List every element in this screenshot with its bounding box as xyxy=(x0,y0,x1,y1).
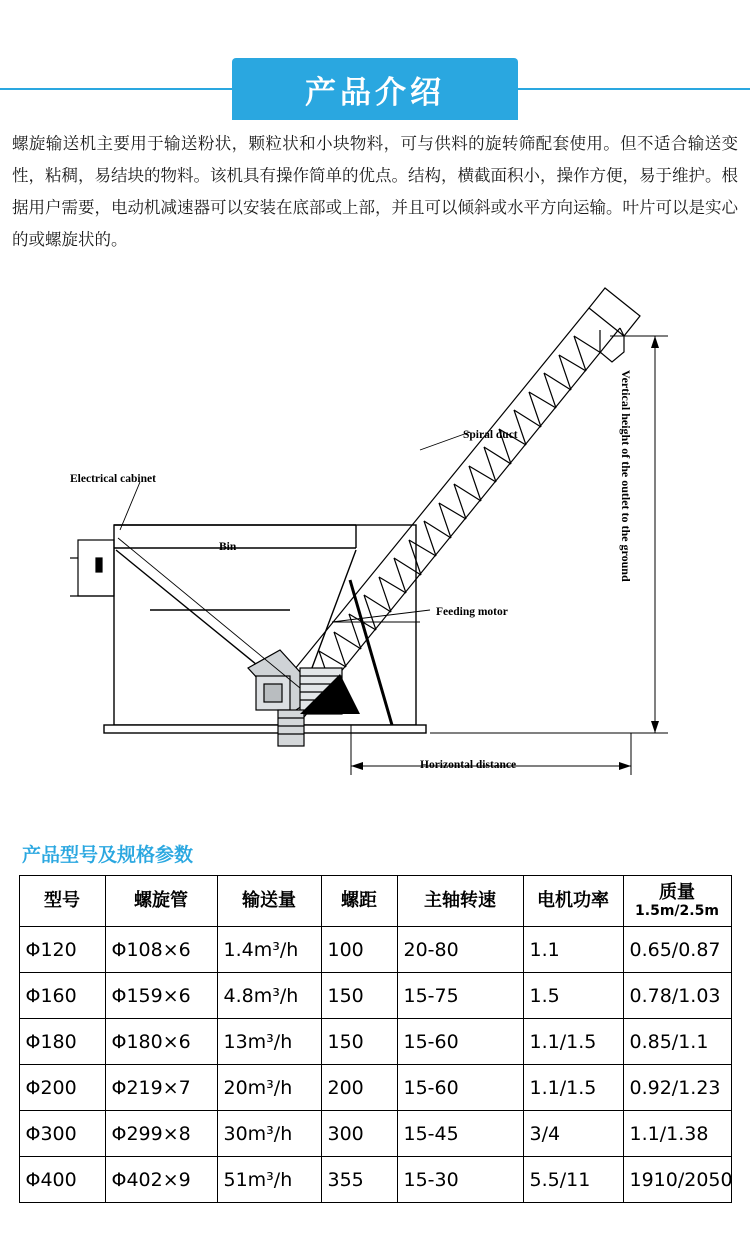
label-bin: Bin xyxy=(219,541,237,553)
cell-spiral-tube: Φ299×8 xyxy=(105,1111,217,1157)
cell-weight: 1910/2050 xyxy=(623,1157,731,1203)
cell-weight: 0.92/1.23 xyxy=(623,1065,731,1111)
cell-spiral-tube: Φ108×6 xyxy=(105,927,217,973)
product-diagram xyxy=(0,270,750,830)
diagram-svg xyxy=(0,270,750,830)
page-header xyxy=(0,0,750,128)
table-row xyxy=(19,1019,731,1065)
cell-pitch: 300 xyxy=(321,1111,397,1157)
cell-pitch: 150 xyxy=(321,1019,397,1065)
cell-capacity: 30m³/h xyxy=(217,1111,321,1157)
cell-capacity: 13m³/h xyxy=(217,1019,321,1065)
spec-table-body xyxy=(19,927,731,1203)
cell-model: Φ200 xyxy=(19,1065,105,1111)
table-row xyxy=(19,1157,731,1203)
cell-pitch: 100 xyxy=(321,927,397,973)
cell-model: Φ400 xyxy=(19,1157,105,1203)
label-electrical-cabinet: Electrical cabinet xyxy=(70,473,156,485)
col-header-pitch: 螺距 xyxy=(321,876,397,927)
cell-spiral-tube: Φ219×7 xyxy=(105,1065,217,1111)
cell-capacity: 4.8m³/h xyxy=(217,973,321,1019)
col-header-power: 电机功率 xyxy=(523,876,623,927)
cell-power: 1.1/1.5 xyxy=(523,1019,623,1065)
cell-speed: 20-80 xyxy=(397,927,523,973)
cell-power: 1.1/1.5 xyxy=(523,1065,623,1111)
spec-table xyxy=(19,875,732,1203)
cell-spiral-tube: Φ159×6 xyxy=(105,973,217,1019)
cell-pitch: 200 xyxy=(321,1065,397,1111)
cell-weight: 1.1/1.38 xyxy=(623,1111,731,1157)
cell-speed: 15-75 xyxy=(397,973,523,1019)
label-feeding-motor: Feeding motor xyxy=(436,606,508,618)
cell-model: Φ300 xyxy=(19,1111,105,1157)
label-horizontal-distance: Horizontal distance xyxy=(420,759,517,771)
table-row xyxy=(19,927,731,973)
col-header-weight-main: 质量 xyxy=(659,881,695,903)
cell-spiral-tube: Φ402×9 xyxy=(105,1157,217,1203)
col-header-capacity: 输送量 xyxy=(217,876,321,927)
col-header-spiral-tube: 螺旋管 xyxy=(105,876,217,927)
table-row xyxy=(19,1065,731,1111)
cell-pitch: 355 xyxy=(321,1157,397,1203)
label-vertical-height: Vertical height of the outlet to the ground xyxy=(619,370,633,582)
cell-model: Φ120 xyxy=(19,927,105,973)
table-header-row xyxy=(19,876,731,927)
cell-weight: 0.78/1.03 xyxy=(623,973,731,1019)
cell-capacity: 51m³/h xyxy=(217,1157,321,1203)
cell-spiral-tube: Φ180×6 xyxy=(105,1019,217,1065)
spec-section-title: 产品型号及规格参数 xyxy=(22,844,194,866)
cell-speed: 15-60 xyxy=(397,1019,523,1065)
col-header-speed: 主轴转速 xyxy=(397,876,523,927)
cell-weight: 0.85/1.1 xyxy=(623,1019,731,1065)
cell-power: 1.1 xyxy=(523,927,623,973)
cell-power: 3/4 xyxy=(523,1111,623,1157)
page-title: 产品介绍 xyxy=(305,74,445,111)
spiral-duct-shape xyxy=(268,288,640,722)
intro-paragraph: 螺旋输送机主要用于输送粉状，颗粒状和小块物料，可与供料的旋转筛配套使用。但不适合输送变性，粘稠，易结块的物料。该机具有操作简单的优点。结构，横截面积小，操作方便，易于维护。根据用户需要，电动机减速器可以安装在底部或上部，并且可以倾斜或水平方向运输。叶片可以是实心的或螺旋状的。 xyxy=(12,134,738,249)
header-banner xyxy=(232,58,518,120)
col-header-weight xyxy=(623,876,731,927)
cell-speed: 15-30 xyxy=(397,1157,523,1203)
table-row xyxy=(19,973,731,1019)
cell-model: Φ180 xyxy=(19,1019,105,1065)
cell-speed: 15-45 xyxy=(397,1111,523,1157)
cell-capacity: 20m³/h xyxy=(217,1065,321,1111)
label-spiral-duct: Spiral duct xyxy=(463,429,518,441)
cell-pitch: 150 xyxy=(321,973,397,1019)
cell-speed: 15-60 xyxy=(397,1065,523,1111)
cell-weight: 0.65/0.87 xyxy=(623,927,731,973)
cell-model: Φ160 xyxy=(19,973,105,1019)
cell-capacity: 1.4m³/h xyxy=(217,927,321,973)
col-header-model: 型号 xyxy=(19,876,105,927)
leader-lines xyxy=(118,432,470,688)
electrical-cabinet-shape xyxy=(70,540,114,596)
cell-power: 1.5 xyxy=(523,973,623,1019)
cell-power: 5.5/11 xyxy=(523,1157,623,1203)
table-row xyxy=(19,1111,731,1157)
col-header-weight-sub: 1.5m/2.5m xyxy=(635,903,719,920)
